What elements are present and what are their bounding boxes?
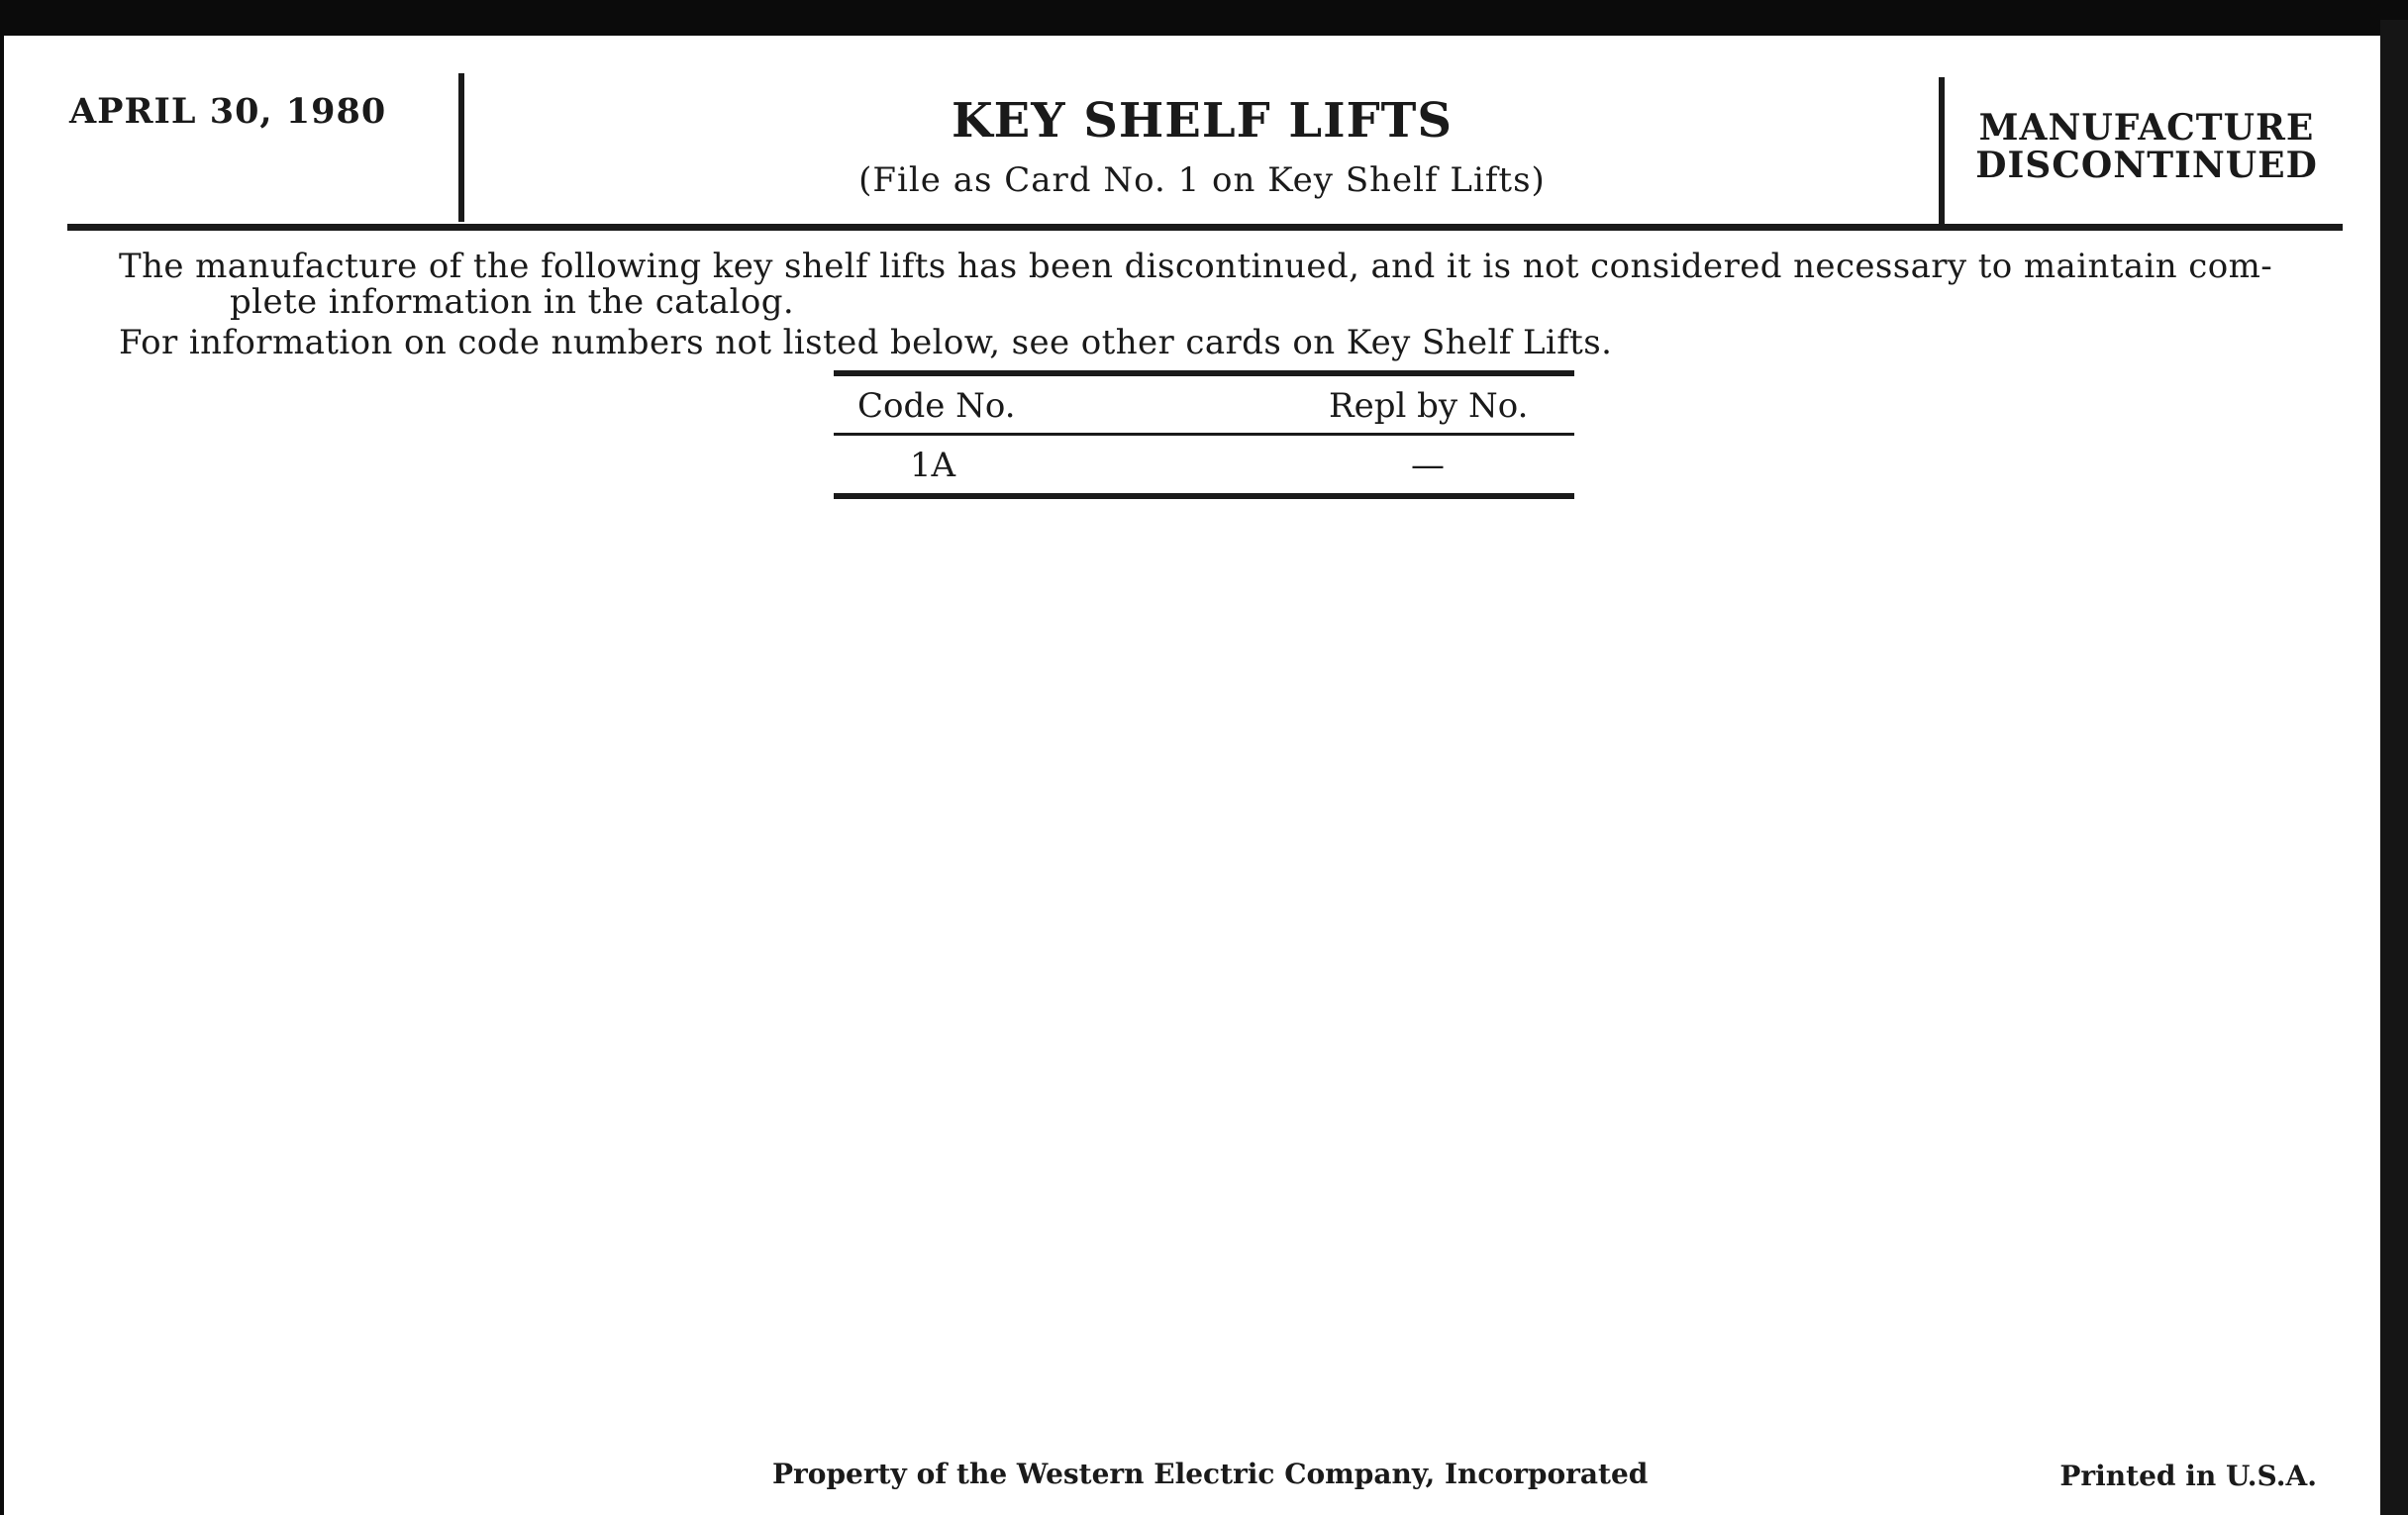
cell-code-no: 1A [909,446,956,485]
header-divider-left [458,73,464,222]
header-divider-right [1939,77,1945,226]
card-subtitle: (File as Card No. 1 on Key Shelf Lifts) [858,160,1546,200]
header-rule [67,224,2343,231]
scan-edge [2380,20,2408,1515]
card-date: APRIL 30, 1980 [69,91,387,132]
table-row [834,436,1574,493]
header-code-no: Code No. [857,386,1016,426]
status-line-2: DISCONTINUED [1975,145,2318,186]
paragraph-line-2: plete information in the catalog. [230,282,795,322]
table-bottom-rule [834,493,1574,499]
paragraph-line-1: The manufacture of the following key shelf lifts has been discontinued, and it is not considered necessary to maintain com- [119,247,2273,286]
card-title: KEY SHELF LIFTS [951,93,1454,149]
code-table [834,370,1574,499]
paragraph-discontinued [119,249,2297,320]
header-repl-by-no: Repl by No. [1329,386,1529,426]
footer-printed-in: Printed in U.S.A. [2059,1460,2317,1492]
card-status [1949,109,2345,184]
paragraph-see-other-cards: For information on code numbers not listed below, see other cards on Key Shelf Lifts. [119,323,1613,362]
cell-repl-by-no: — [1411,446,1445,485]
table-header-row [834,376,1574,433]
status-line-1: MANUFACTURE [1978,107,2315,149]
footer-property-notice: Property of the Western Electric Company, Incorporated [772,1458,1649,1490]
